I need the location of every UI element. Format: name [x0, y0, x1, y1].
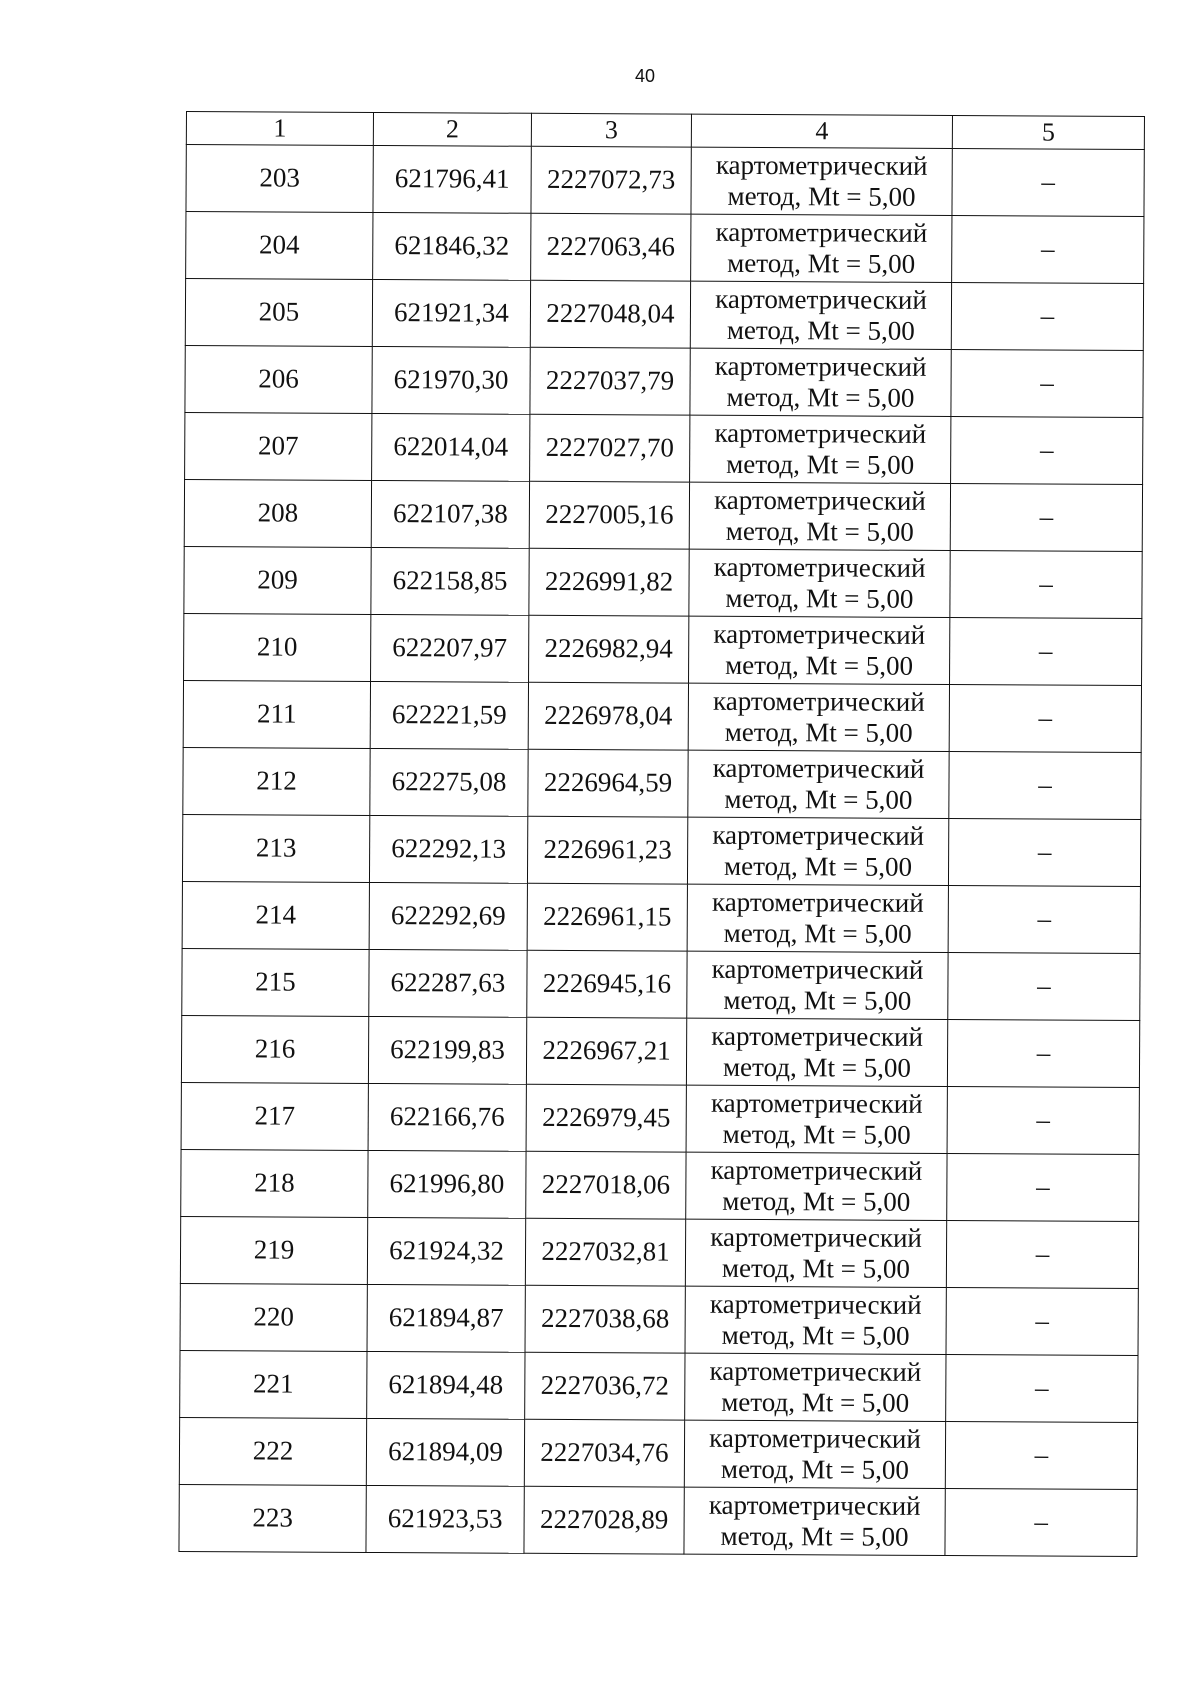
- note-cell: –: [946, 1220, 1138, 1288]
- method-cell: [690, 281, 951, 349]
- method-cell: [686, 1085, 947, 1153]
- x-coordinate-cell: 622221,59: [370, 681, 528, 749]
- x-coordinate-cell: 622014,04: [372, 413, 530, 481]
- method-text: картометрический: [710, 1221, 923, 1253]
- method-text: картометрический: [714, 417, 927, 449]
- point-number-cell: 209: [184, 546, 371, 614]
- method-cell: [684, 1487, 945, 1555]
- method-text: метод, Mt = 5,00: [722, 1051, 912, 1083]
- method-cell: [689, 616, 950, 684]
- method-text: метод, Mt = 5,00: [727, 180, 916, 212]
- table-row: [186, 145, 1144, 217]
- method-text: метод, Mt = 5,00: [725, 515, 914, 547]
- method-cell: [688, 683, 949, 751]
- method-text: картометрический: [715, 149, 928, 181]
- method-text: картометрический: [715, 216, 928, 248]
- y-coordinate-cell: 2227036,72: [525, 1352, 685, 1420]
- point-number-cell: 208: [184, 479, 371, 547]
- point-number-cell: 216: [181, 1015, 368, 1083]
- y-coordinate-cell: 2226961,23: [527, 816, 687, 884]
- y-coordinate-cell: 2226982,94: [529, 615, 689, 683]
- note-cell: –: [952, 216, 1144, 284]
- method-text: картометрический: [710, 1087, 923, 1119]
- x-coordinate-cell: 621921,34: [372, 279, 530, 347]
- point-number-cell: 222: [179, 1417, 366, 1485]
- method-text: метод, Mt = 5,00: [720, 1453, 909, 1485]
- method-text: картометрический: [711, 886, 924, 918]
- table-row: [182, 948, 1140, 1020]
- table-row: [186, 212, 1144, 284]
- x-coordinate-cell: 622158,85: [371, 547, 529, 615]
- note-cell: –: [945, 1421, 1137, 1489]
- method-text: картометрический: [714, 350, 927, 382]
- table-row: [179, 1484, 1137, 1556]
- x-coordinate-cell: 622199,83: [368, 1016, 526, 1084]
- y-coordinate-cell: 2227018,06: [526, 1151, 686, 1219]
- method-cell: [684, 1420, 945, 1488]
- table-row: [180, 1283, 1138, 1355]
- method-text: картометрический: [709, 1288, 922, 1320]
- method-cell: [686, 1018, 947, 1086]
- table-row: [182, 881, 1140, 953]
- header-col-4: 4: [691, 114, 952, 148]
- method-text: картометрический: [708, 1489, 921, 1521]
- y-coordinate-cell: 2226991,82: [529, 548, 689, 616]
- header-col-2: 2: [373, 112, 531, 146]
- x-coordinate-cell: 621894,09: [366, 1418, 524, 1486]
- x-coordinate-cell: 622287,63: [369, 949, 527, 1017]
- point-number-cell: 206: [185, 345, 372, 413]
- y-coordinate-cell: 2226961,15: [527, 883, 687, 951]
- x-coordinate-cell: 622292,69: [369, 882, 527, 950]
- table-row: [181, 1149, 1139, 1221]
- y-coordinate-cell: 2227048,04: [530, 280, 690, 348]
- method-cell: [686, 1152, 947, 1220]
- x-coordinate-cell: 622292,13: [369, 815, 527, 883]
- method-cell: [691, 214, 952, 282]
- table-row: [180, 1350, 1138, 1422]
- header-row: [186, 112, 1144, 150]
- table-row: [179, 1417, 1137, 1489]
- y-coordinate-cell: 2226979,45: [526, 1084, 686, 1152]
- method-cell: [687, 951, 948, 1019]
- table-header: [186, 112, 1144, 150]
- method-text: метод, Mt = 5,00: [726, 448, 915, 480]
- method-text: картометрический: [712, 819, 925, 851]
- y-coordinate-cell: 2227038,68: [525, 1285, 685, 1353]
- method-text: метод, Mt = 5,00: [723, 917, 912, 949]
- note-cell: –: [949, 752, 1141, 820]
- y-coordinate-cell: 2226945,16: [527, 950, 687, 1018]
- method-cell: [689, 482, 950, 550]
- method-cell: [690, 415, 951, 483]
- point-number-cell: 213: [182, 814, 369, 882]
- x-coordinate-cell: 621894,48: [367, 1351, 525, 1419]
- y-coordinate-cell: 2227032,81: [525, 1218, 685, 1286]
- method-text: метод, Mt = 5,00: [722, 1185, 911, 1217]
- x-coordinate-cell: 621796,41: [373, 145, 531, 213]
- method-text: картометрический: [715, 283, 927, 315]
- x-coordinate-cell: 621924,32: [367, 1217, 525, 1285]
- coordinates-table: [178, 111, 1145, 1557]
- table-row: [180, 1216, 1138, 1288]
- y-coordinate-cell: 2227063,46: [531, 213, 691, 281]
- method-text: метод, Mt = 5,00: [723, 984, 912, 1016]
- method-cell: [691, 147, 952, 215]
- method-cell: [685, 1219, 946, 1287]
- y-coordinate-cell: 2227034,76: [524, 1419, 684, 1487]
- table-row: [184, 546, 1142, 618]
- method-text: метод, Mt = 5,00: [725, 582, 914, 614]
- method-cell: [690, 348, 951, 416]
- note-cell: –: [950, 484, 1142, 552]
- method-text: метод, Mt = 5,00: [721, 1386, 910, 1418]
- method-text: картометрический: [712, 752, 925, 784]
- method-text: метод, Mt = 5,00: [724, 716, 913, 748]
- point-number-cell: 212: [183, 747, 370, 815]
- x-coordinate-cell: 622275,08: [370, 748, 528, 816]
- method-text: картометрический: [713, 551, 926, 583]
- note-cell: –: [952, 149, 1144, 217]
- method-cell: [685, 1286, 946, 1354]
- point-number-cell: 220: [180, 1283, 367, 1351]
- header-col-5: 5: [952, 116, 1144, 150]
- point-number-cell: 205: [185, 279, 372, 347]
- y-coordinate-cell: 2226964,59: [528, 749, 688, 817]
- note-cell: –: [950, 618, 1142, 686]
- note-cell: –: [948, 886, 1140, 954]
- header-col-3: 3: [531, 113, 691, 147]
- x-coordinate-cell: 621970,30: [372, 346, 530, 414]
- table-row: [185, 412, 1143, 484]
- y-coordinate-cell: 2227037,79: [530, 347, 690, 415]
- method-text: картометрический: [710, 1154, 923, 1186]
- x-coordinate-cell: 622207,97: [371, 614, 529, 682]
- method-text: картометрический: [713, 618, 926, 650]
- method-text: картометрический: [711, 1020, 924, 1052]
- point-number-cell: 203: [186, 145, 373, 213]
- x-coordinate-cell: 622166,76: [368, 1083, 526, 1151]
- page-number: 40: [634, 66, 656, 86]
- method-text: метод, Mt = 5,00: [727, 247, 916, 279]
- table-row: [184, 479, 1142, 551]
- method-text: метод, Mt = 5,00: [726, 381, 915, 413]
- note-cell: –: [946, 1287, 1138, 1355]
- y-coordinate-cell: 2227028,89: [524, 1486, 684, 1554]
- table-row: [181, 1015, 1139, 1087]
- note-cell: –: [951, 283, 1143, 351]
- y-coordinate-cell: 2227027,70: [530, 414, 690, 482]
- point-number-cell: 217: [181, 1082, 368, 1150]
- note-cell: –: [947, 1020, 1139, 1088]
- table-row: [185, 345, 1143, 417]
- method-text: метод, Mt = 5,00: [723, 850, 913, 882]
- point-number-cell: 210: [184, 613, 371, 681]
- method-cell: [688, 750, 949, 818]
- x-coordinate-cell: 621923,53: [366, 1485, 524, 1553]
- point-number-cell: 211: [183, 680, 370, 748]
- note-cell: –: [947, 1153, 1139, 1221]
- point-number-cell: 223: [179, 1484, 366, 1552]
- point-number-cell: 219: [180, 1216, 367, 1284]
- note-cell: –: [951, 417, 1143, 485]
- method-text: метод, Mt = 5,00: [720, 1520, 909, 1552]
- table-row: [182, 814, 1140, 886]
- note-cell: –: [946, 1354, 1138, 1422]
- method-text: метод, Mt = 5,00: [724, 783, 913, 815]
- note-cell: –: [951, 350, 1143, 418]
- note-cell: –: [949, 685, 1141, 753]
- note-cell: –: [947, 1087, 1139, 1155]
- y-coordinate-cell: 2227072,73: [531, 146, 691, 214]
- method-text: картометрический: [714, 484, 926, 516]
- note-cell: –: [948, 953, 1140, 1021]
- point-number-cell: 221: [180, 1350, 367, 1418]
- method-cell: [685, 1353, 946, 1421]
- y-coordinate-cell: 2226967,21: [526, 1017, 686, 1085]
- x-coordinate-cell: 621846,32: [373, 212, 531, 280]
- point-number-cell: 215: [182, 948, 369, 1016]
- table-row: [183, 680, 1141, 752]
- method-text: метод, Mt = 5,00: [721, 1252, 911, 1284]
- x-coordinate-cell: 621894,87: [367, 1284, 525, 1352]
- method-text: метод, Mt = 5,00: [722, 1118, 911, 1150]
- y-coordinate-cell: 2226978,04: [528, 682, 688, 750]
- note-cell: –: [945, 1488, 1137, 1556]
- method-text: картометрический: [709, 1355, 922, 1387]
- point-number-cell: 207: [185, 412, 372, 480]
- table-row: [183, 747, 1141, 819]
- method-cell: [687, 884, 948, 952]
- note-cell: –: [948, 819, 1140, 887]
- x-coordinate-cell: 622107,38: [371, 480, 529, 548]
- x-coordinate-cell: 621996,80: [368, 1150, 526, 1218]
- table-row: [181, 1082, 1139, 1154]
- point-number-cell: 214: [182, 881, 369, 949]
- table-row: [185, 279, 1143, 351]
- point-number-cell: 218: [181, 1149, 368, 1217]
- method-text: метод, Mt = 5,00: [726, 314, 915, 346]
- note-cell: –: [950, 551, 1142, 619]
- method-text: картометрический: [711, 953, 924, 985]
- y-coordinate-cell: 2227005,16: [529, 481, 689, 549]
- table-row: [184, 613, 1142, 685]
- method-text: картометрический: [713, 685, 925, 717]
- point-number-cell: 204: [186, 212, 373, 280]
- method-cell: [687, 817, 948, 885]
- method-cell: [689, 549, 950, 617]
- table-body: [179, 145, 1144, 1557]
- header-col-1: 1: [186, 112, 373, 146]
- method-text: метод, Mt = 5,00: [725, 649, 914, 681]
- method-text: метод, Mt = 5,00: [721, 1319, 910, 1351]
- method-text: картометрический: [709, 1422, 921, 1454]
